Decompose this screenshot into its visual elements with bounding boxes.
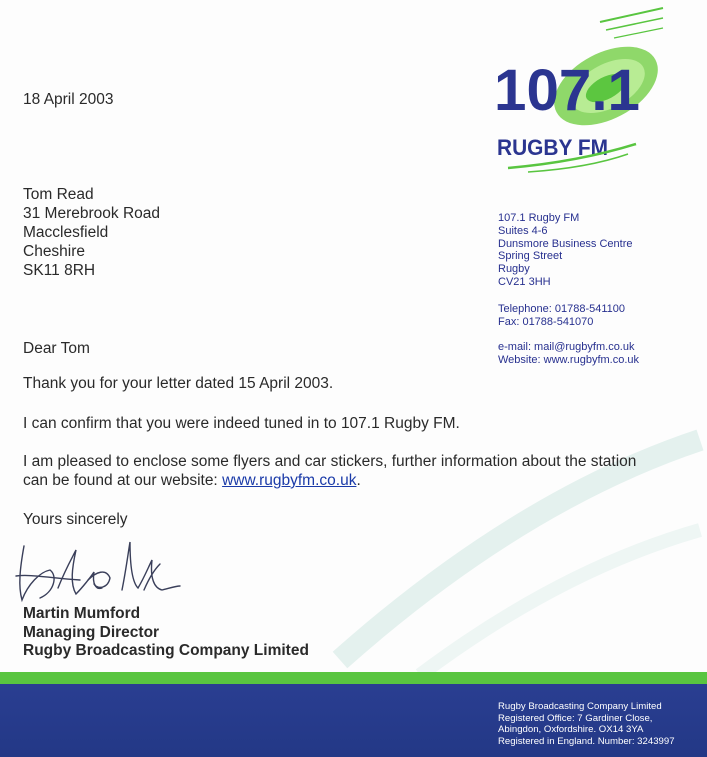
station-logo (488, 4, 668, 176)
footer-stripe (0, 672, 707, 684)
footer-line: Registered Office: 7 Gardiner Close, (498, 712, 653, 724)
recipient-address (23, 185, 160, 280)
footer-line: Rugby Broadcasting Company Limited (498, 701, 662, 712)
letter-date: 18 April 2003 (23, 91, 114, 108)
station-address-line: Spring Street (498, 250, 563, 263)
body-paragraph-1: Thank you for your letter dated 15 April 2003. (23, 375, 334, 392)
signatory-title: Managing Director (23, 623, 160, 641)
recipient-line: SK11 8RH (23, 262, 96, 279)
recipient-line: 31 Merebrook Road (23, 205, 160, 222)
station-phone-block (498, 303, 625, 329)
closing: Yours sincerely (23, 511, 128, 528)
recipient-line: Tom Read (23, 186, 94, 203)
footer-line: Abingdon, Oxfordshire. OX14 3YA (498, 724, 644, 736)
station-address-line: Dunsmore Business Centre (498, 237, 633, 250)
salutation: Dear Tom (23, 340, 90, 357)
signatory-name: Martin Mumford (23, 605, 141, 622)
recipient-line: Cheshire (23, 243, 86, 260)
handwritten-signature (10, 528, 190, 610)
logo-number: 107.1 (494, 58, 640, 123)
station-address-line: Suites 4-6 (498, 224, 548, 237)
station-address-line: Rugby (498, 263, 530, 276)
telephone-text: Telephone: 01788-541100 (498, 303, 626, 315)
email-text: e-mail: mail@rugbyfm.co.uk (498, 341, 635, 353)
station-address-line: CV21 3HH (498, 275, 551, 288)
signatory-block (23, 605, 309, 661)
website-link[interactable]: www.rugbyfm.co.uk (222, 472, 357, 489)
signatory-company: Rugby Broadcasting Company Limited (23, 642, 309, 659)
body-paragraph-3 (23, 452, 703, 490)
fax-text: Fax: 01788-541070 (498, 315, 594, 328)
station-address (498, 212, 633, 289)
body-paragraph-3-suffix: . (356, 472, 361, 489)
footer-line: Registered in England. Number: 3243997 (498, 735, 675, 747)
body-paragraph-3-prefix: can be found at our website: (23, 472, 223, 489)
station-address-line: 107.1 Rugby FM (498, 212, 580, 224)
recipient-line: Macclesfield (23, 224, 109, 241)
website-text: Website: www.rugbyfm.co.uk (498, 353, 640, 366)
logo-name: RUGBY FM (497, 135, 608, 160)
body-paragraph-3-line: I am pleased to enclose some flyers and car stickers, further information about the station (23, 453, 637, 470)
body-paragraph-2: I can confirm that you were indeed tuned in to 107.1 Rugby FM. (23, 415, 460, 432)
footer-registration (498, 701, 675, 747)
station-online-block (498, 341, 639, 367)
